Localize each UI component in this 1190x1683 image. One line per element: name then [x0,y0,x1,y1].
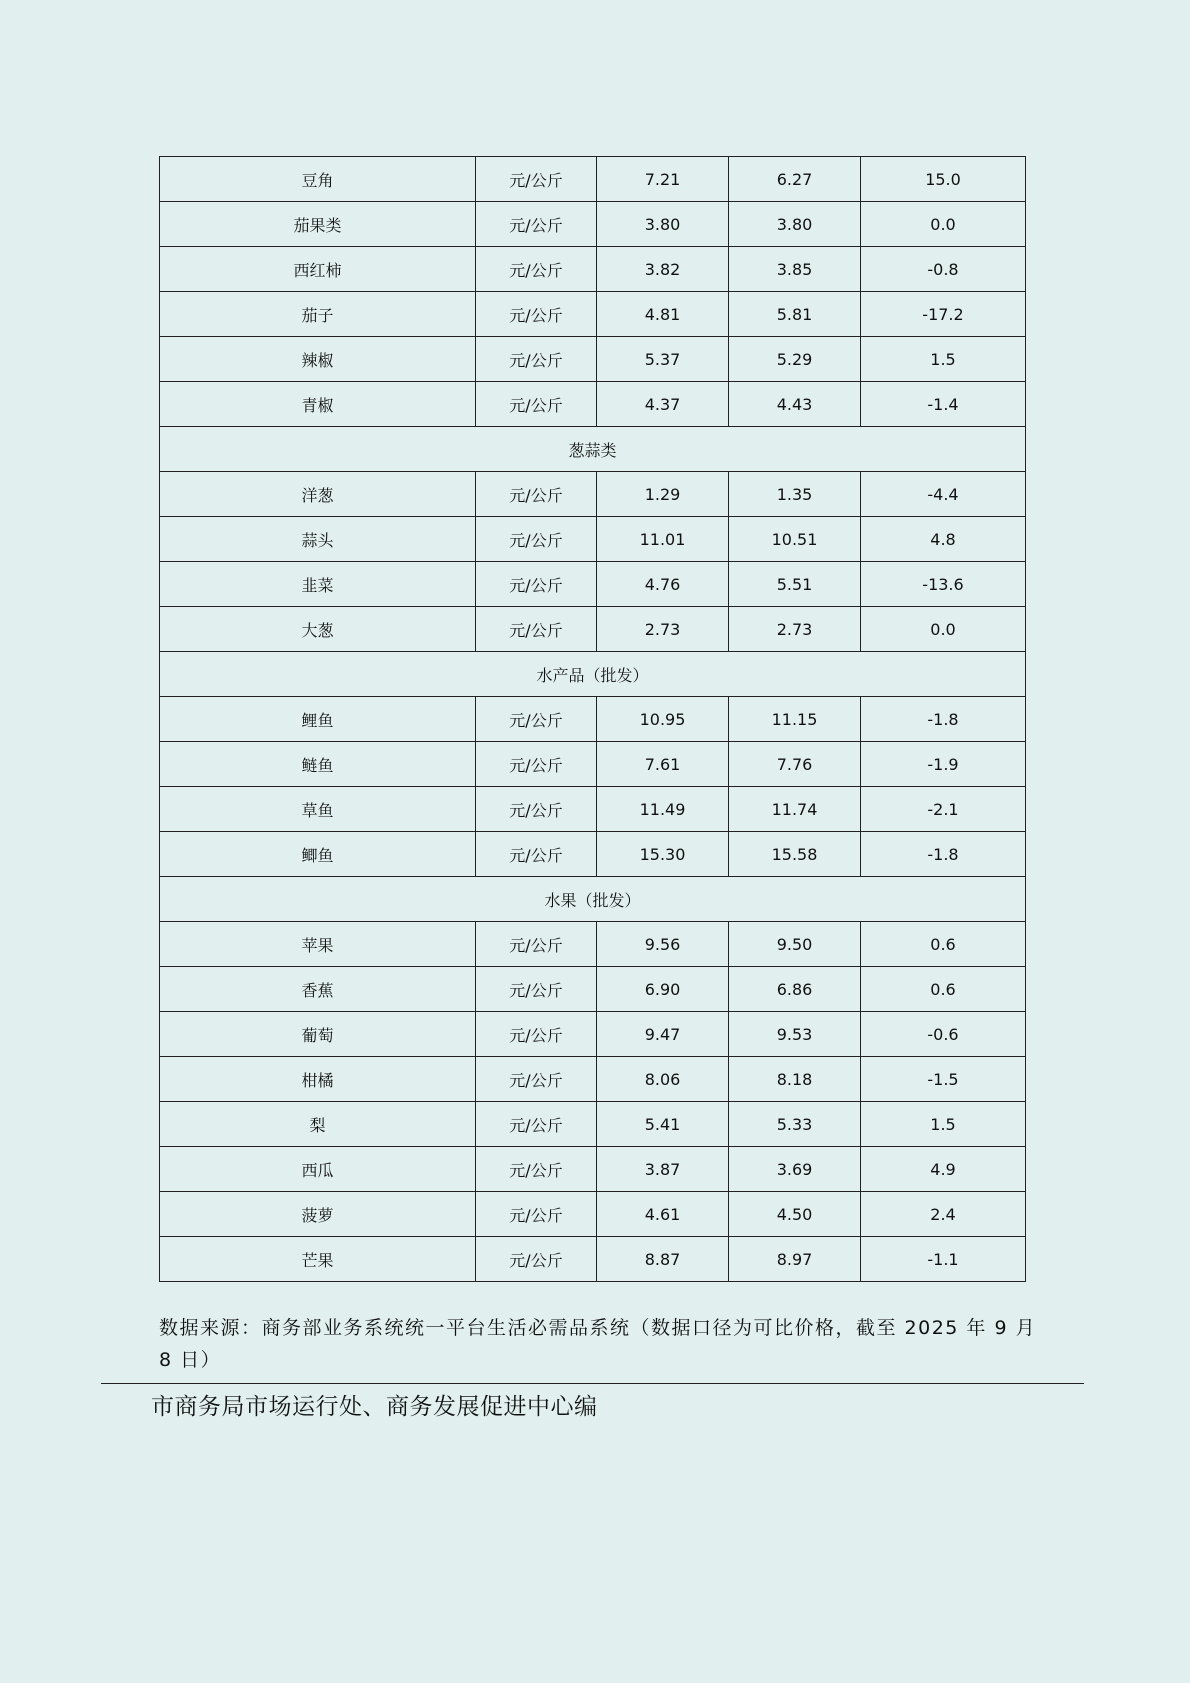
item-name-cell: 大葱 [160,607,476,652]
item-name-cell: 鲤鱼 [160,697,476,742]
change-percent-cell: -0.6 [861,1012,1026,1057]
unit-cell: 元/公斤 [476,832,597,877]
table-row [160,1102,1026,1147]
table-row [160,742,1026,787]
previous-price-cell: 11.74 [729,787,861,832]
table-row [160,472,1026,517]
change-percent-cell: -17.2 [861,292,1026,337]
previous-price-cell: 4.50 [729,1192,861,1237]
unit-cell: 元/公斤 [476,472,597,517]
previous-price-cell: 9.50 [729,922,861,967]
section-title: 水果（批发） [160,877,1026,922]
previous-price-cell: 6.86 [729,967,861,1012]
current-price-cell: 5.37 [597,337,729,382]
change-percent-cell: -13.6 [861,562,1026,607]
item-name-cell: 西瓜 [160,1147,476,1192]
previous-price-cell: 4.43 [729,382,861,427]
change-percent-cell: 0.0 [861,607,1026,652]
table-row [160,247,1026,292]
footer-divider [101,1383,1084,1384]
table-row [160,787,1026,832]
change-percent-cell: -2.1 [861,787,1026,832]
unit-cell: 元/公斤 [476,1012,597,1057]
current-price-cell: 9.47 [597,1012,729,1057]
table-row [160,967,1026,1012]
item-name-cell: 草鱼 [160,787,476,832]
current-price-cell: 4.37 [597,382,729,427]
unit-cell: 元/公斤 [476,697,597,742]
unit-cell: 元/公斤 [476,292,597,337]
item-name-cell: 鲫鱼 [160,832,476,877]
previous-price-cell: 5.51 [729,562,861,607]
unit-cell: 元/公斤 [476,202,597,247]
previous-price-cell: 3.69 [729,1147,861,1192]
change-percent-cell: 15.0 [861,157,1026,202]
table-row [160,1147,1026,1192]
item-name-cell: 韭菜 [160,562,476,607]
change-percent-cell: -4.4 [861,472,1026,517]
change-percent-cell: -1.8 [861,697,1026,742]
current-price-cell: 8.06 [597,1057,729,1102]
price-table [159,156,1026,1282]
table-row [160,337,1026,382]
current-price-cell: 11.49 [597,787,729,832]
table-row [160,382,1026,427]
current-price-cell: 4.61 [597,1192,729,1237]
unit-cell: 元/公斤 [476,1237,597,1282]
current-price-cell: 11.01 [597,517,729,562]
previous-price-cell: 6.27 [729,157,861,202]
current-price-cell: 5.41 [597,1102,729,1147]
current-price-cell: 2.73 [597,607,729,652]
current-price-cell: 15.30 [597,832,729,877]
change-percent-cell: 0.6 [861,967,1026,1012]
change-percent-cell: 1.5 [861,337,1026,382]
unit-cell: 元/公斤 [476,517,597,562]
change-percent-cell: 4.8 [861,517,1026,562]
item-name-cell: 茄子 [160,292,476,337]
table-row [160,832,1026,877]
previous-price-cell: 7.76 [729,742,861,787]
data-source-note: 数据来源：商务部业务系统统一平台生活必需品系统（数据口径为可比价格，截至 2025 年 9 月 8 日） [159,1317,1037,1371]
previous-price-cell: 11.15 [729,697,861,742]
previous-price-cell: 5.29 [729,337,861,382]
item-name-cell: 梨 [160,1102,476,1147]
footer-editor: 市商务局市场运行处、商务发展促进中心编 [151,1394,598,1420]
unit-cell: 元/公斤 [476,1147,597,1192]
item-name-cell: 蒜头 [160,517,476,562]
previous-price-cell: 15.58 [729,832,861,877]
previous-price-cell: 8.18 [729,1057,861,1102]
table-section-row [160,427,1026,472]
item-name-cell: 洋葱 [160,472,476,517]
previous-price-cell: 8.97 [729,1237,861,1282]
unit-cell: 元/公斤 [476,1192,597,1237]
table-row [160,1237,1026,1282]
change-percent-cell: 4.9 [861,1147,1026,1192]
table-row [160,922,1026,967]
change-percent-cell: 0.6 [861,922,1026,967]
previous-price-cell: 2.73 [729,607,861,652]
current-price-cell: 3.82 [597,247,729,292]
previous-price-cell: 10.51 [729,517,861,562]
table-row [160,697,1026,742]
table-section-row [160,652,1026,697]
change-percent-cell: -1.4 [861,382,1026,427]
change-percent-cell: -1.1 [861,1237,1026,1282]
table-row [160,607,1026,652]
item-name-cell: 青椒 [160,382,476,427]
previous-price-cell: 9.53 [729,1012,861,1057]
unit-cell: 元/公斤 [476,607,597,652]
table-row [160,562,1026,607]
item-name-cell: 豆角 [160,157,476,202]
table-row [160,1057,1026,1102]
change-percent-cell: -1.5 [861,1057,1026,1102]
price-table-body [160,157,1026,1282]
item-name-cell: 西红柿 [160,247,476,292]
change-percent-cell: 1.5 [861,1102,1026,1147]
table-row [160,202,1026,247]
previous-price-cell: 1.35 [729,472,861,517]
table-row [160,1012,1026,1057]
unit-cell: 元/公斤 [476,562,597,607]
unit-cell: 元/公斤 [476,1057,597,1102]
item-name-cell: 柑橘 [160,1057,476,1102]
current-price-cell: 7.21 [597,157,729,202]
current-price-cell: 6.90 [597,967,729,1012]
unit-cell: 元/公斤 [476,922,597,967]
item-name-cell: 苹果 [160,922,476,967]
item-name-cell: 葡萄 [160,1012,476,1057]
change-percent-cell: -1.8 [861,832,1026,877]
section-title: 葱蒜类 [160,427,1026,472]
table-row [160,517,1026,562]
item-name-cell: 鲢鱼 [160,742,476,787]
current-price-cell: 8.87 [597,1237,729,1282]
unit-cell: 元/公斤 [476,337,597,382]
current-price-cell: 1.29 [597,472,729,517]
unit-cell: 元/公斤 [476,787,597,832]
previous-price-cell: 5.33 [729,1102,861,1147]
change-percent-cell: -1.9 [861,742,1026,787]
item-name-cell: 辣椒 [160,337,476,382]
previous-price-cell: 3.80 [729,202,861,247]
current-price-cell: 7.61 [597,742,729,787]
table-row [160,1192,1026,1237]
current-price-cell: 3.87 [597,1147,729,1192]
current-price-cell: 4.81 [597,292,729,337]
current-price-cell: 3.80 [597,202,729,247]
item-name-cell: 芒果 [160,1237,476,1282]
unit-cell: 元/公斤 [476,247,597,292]
change-percent-cell: -0.8 [861,247,1026,292]
item-name-cell: 菠萝 [160,1192,476,1237]
section-title: 水产品（批发） [160,652,1026,697]
unit-cell: 元/公斤 [476,967,597,1012]
item-name-cell: 茄果类 [160,202,476,247]
change-percent-cell: 0.0 [861,202,1026,247]
table-section-row [160,877,1026,922]
table-row [160,292,1026,337]
unit-cell: 元/公斤 [476,742,597,787]
change-percent-cell: 2.4 [861,1192,1026,1237]
unit-cell: 元/公斤 [476,1102,597,1147]
item-name-cell: 香蕉 [160,967,476,1012]
current-price-cell: 4.76 [597,562,729,607]
current-price-cell: 9.56 [597,922,729,967]
unit-cell: 元/公斤 [476,382,597,427]
unit-cell: 元/公斤 [476,157,597,202]
current-price-cell: 10.95 [597,697,729,742]
table-row [160,157,1026,202]
previous-price-cell: 5.81 [729,292,861,337]
previous-price-cell: 3.85 [729,247,861,292]
